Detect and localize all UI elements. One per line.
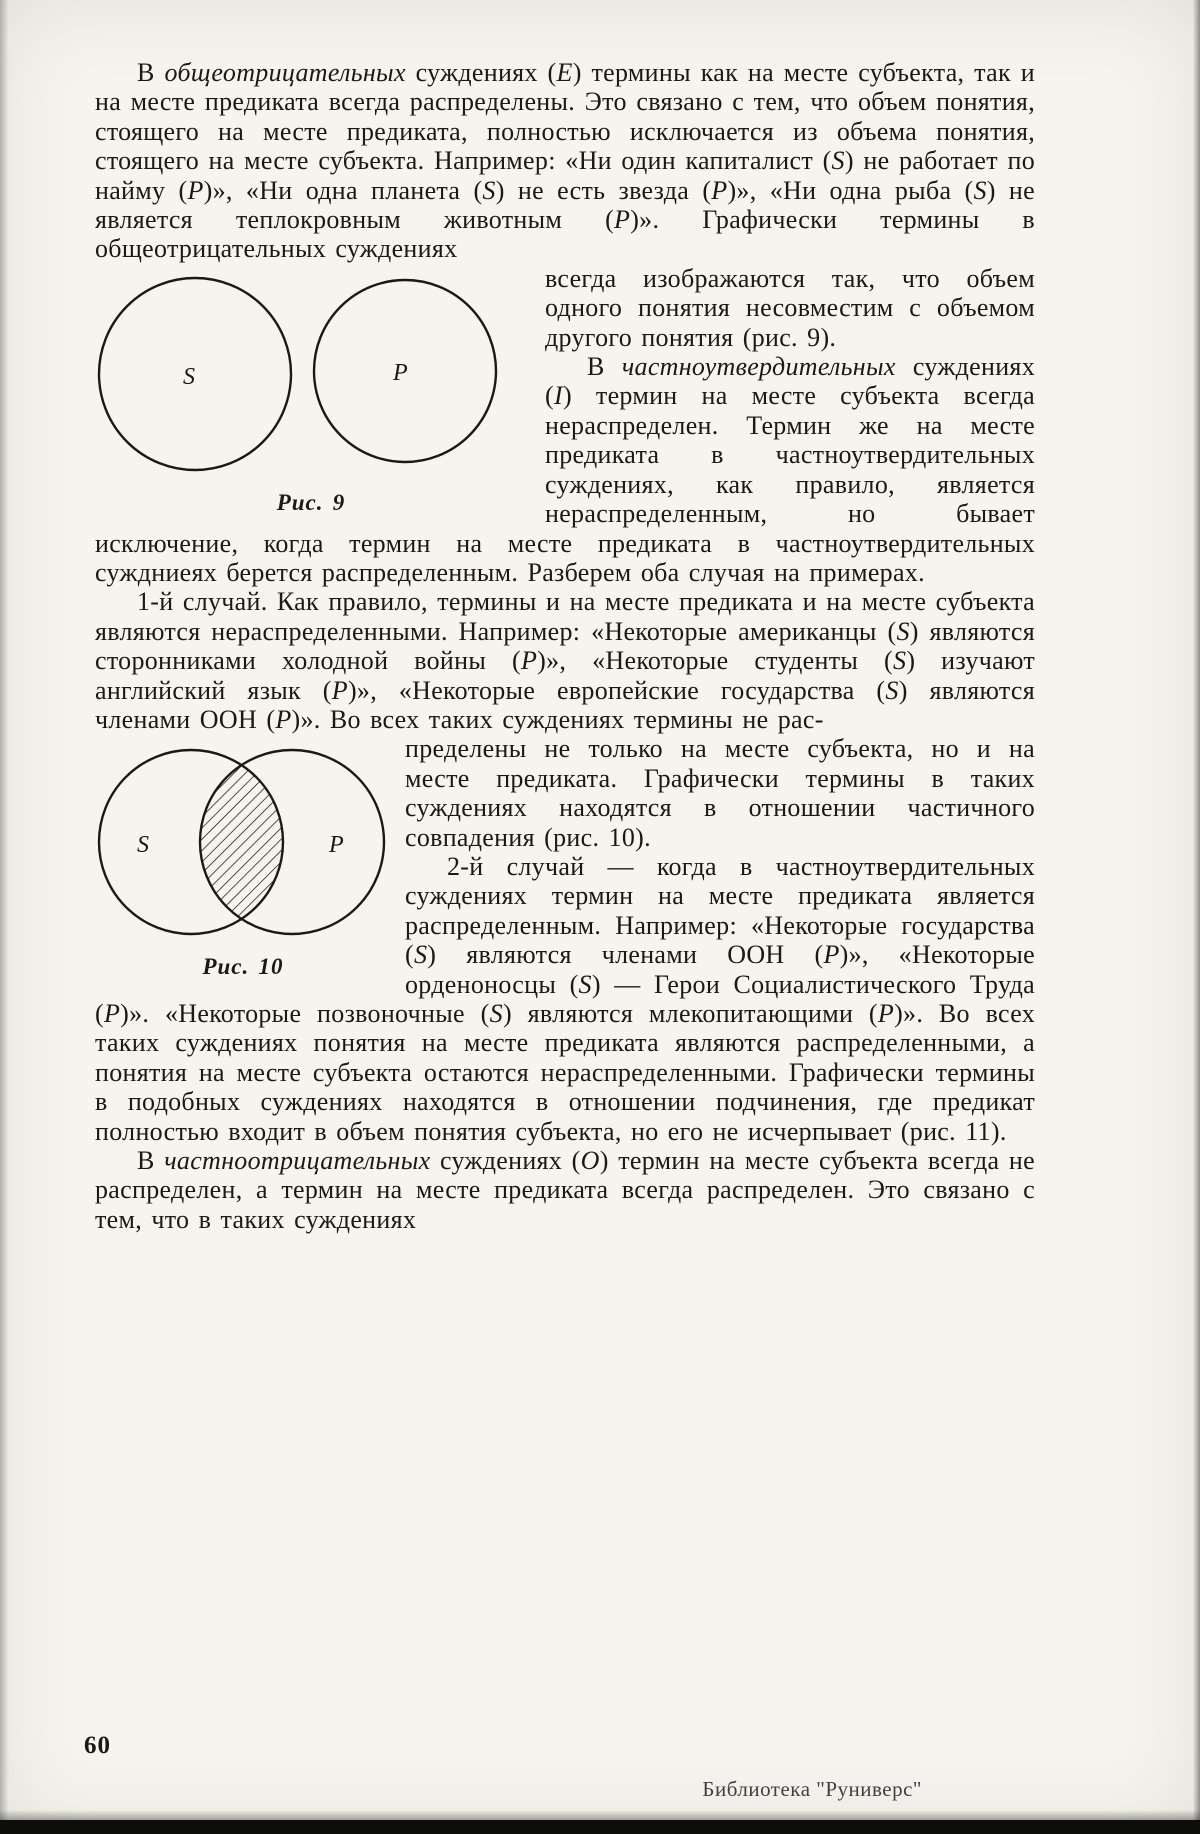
figure-9-caption: Рис. 9 [276, 489, 346, 515]
figure-9-diagram [95, 270, 527, 480]
paragraph-particular-negative: В частноотрицательных суждениях (O) термин на месте субъекта всегда не распределен, а термин на месте предиката всегда распределен. Это связано с тем, что в таких суждениях [95, 1146, 1035, 1234]
fig9-label-p: P [393, 359, 408, 386]
page-number: 60 [84, 1732, 111, 1759]
fig9-label-s: S [183, 363, 196, 390]
scan-edge-left [0, 0, 10, 1834]
paragraph-case-2: 2-й случай — когда в частноутвердительных суждениях термин на месте предиката является распределенным. Например: «Некоторые государства (S) являются членами ООН (P)», «Некоторые орденоносцы (S) — Герои Социалистического Труда (P)». «Некоторые позвоночные (S) являются млекопитающими (P)». Во всех таких суждениях понятия на месте предиката являются распределенными, а понятия на месте субъекта остаются нераспределенными. Графически термины в подобных суждениях находятся в отношении подчинения, где предикат полностью входит в объем понятия субъекта, но его не исчерпывает (рис. 11). [95, 851, 1036, 1146]
fig10-label-s: S [137, 832, 150, 859]
scan-edge-bottom [0, 1820, 1200, 1834]
figure-10-diagram [95, 742, 391, 944]
library-watermark: Библиотека "Руниверс" [702, 1777, 922, 1801]
scan-edge-right [1191, 0, 1200, 1834]
paragraph-fig9-continuation: всегда изображаются так, что объем одного понятия несовместим с объемом другого понятия (рис. 9). [545, 263, 1035, 352]
fig10-label-p: P [329, 832, 344, 859]
scan-edge-bottom-fade [0, 1810, 1200, 1820]
text-block [95, 58, 1035, 1234]
paragraph-fig10-continuation: пределены не только на месте субъекта, но и на месте предиката. Графически термины в таких суждениях находятся в отношении частичного совпадения (рис. 10). [405, 734, 1035, 852]
paragraph-particular-affirmative: В частноутвердительных суждениях (I) термин на месте субъекта всегда нераспределен. Термин же на месте предиката в частноутвердительных суждениях, как правило, является нераспределенным, но бывает исключение, когда термин на месте предиката в частноутвердительных суждниеях берется распределенным. Разберем оба случая на примерах. [95, 352, 1035, 587]
figure-10 [95, 742, 391, 981]
figure-9 [95, 270, 527, 517]
figure-10-caption: Рис. 10 [202, 954, 284, 980]
paragraph-case-1: 1-й случай. Как правило, термины и на месте предиката и на месте субъекта являются нераспределенными. Например: «Некоторые американцы (S) являются сторонниками холодной войны (P)», «Некоторые студенты (S) изучают английский язык (P)», «Некоторые европейские государства (S) являются членами ООН (P)». Во всех таких суждениях термины не рас- [95, 587, 1035, 734]
paragraph-general-negative: В общеотрицательных суждениях (E) термины как на месте субъекта, так и на месте предиката всегда распределены. Это связано с тем, что объем понятия, стоящего на месте предиката, полностью исключается из объема понятия, стоящего на месте субъекта. Например: «Ни один капиталист (S) не работает по найму (P)», «Ни одна планета (S) не есть звезда (P)», «Ни одна рыба (S) не является теплокровным животным (P)». Графически термины в общеотрицательных суждениях [95, 58, 1036, 264]
